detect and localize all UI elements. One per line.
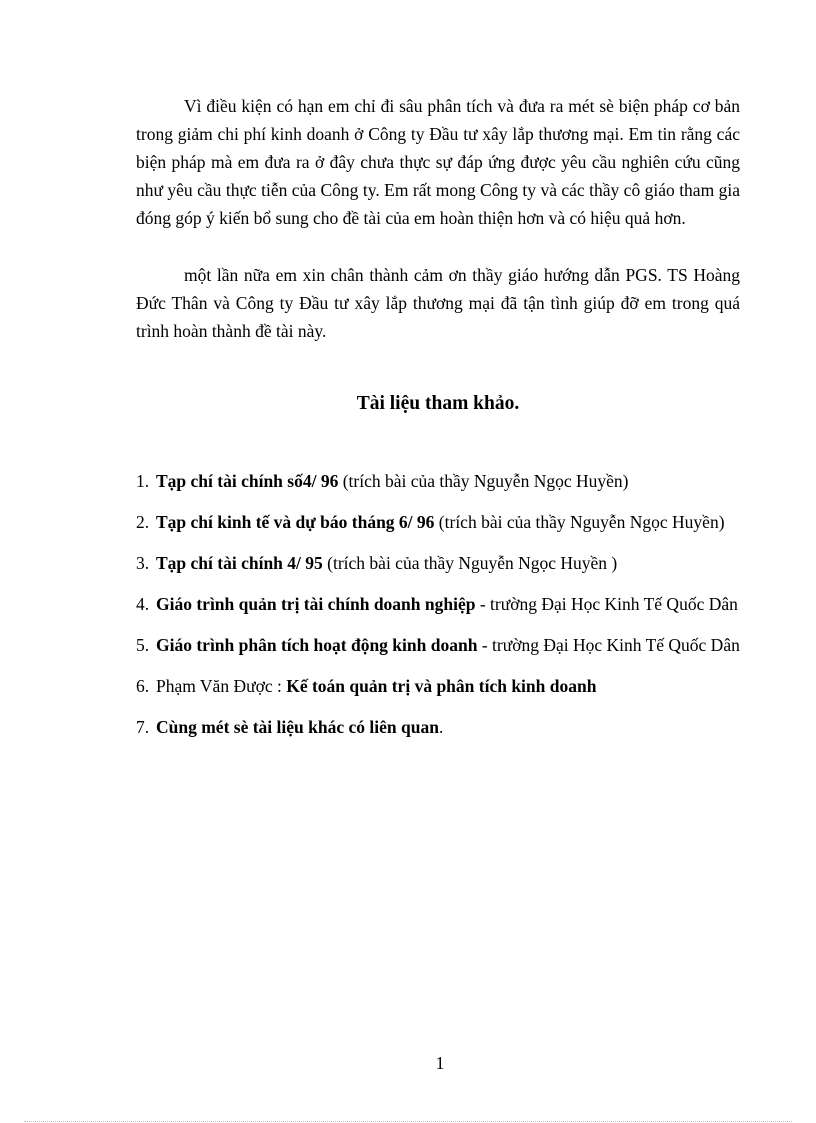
body-paragraph-thanks: một lần nữa em xin chân thành cảm ơn thầy giáo hướng dẫn PGS. TS Hoàng Đức Thân và Công ty Đầu tư xây lắp thương mại đã tận tình giúp đỡ em trong quá trình hoàn thành đề tài này. <box>136 265 740 341</box>
reference-item <box>136 589 740 620</box>
reference-title: Tạp chí kinh tế và dự báo tháng 6/ 96 <box>156 512 435 532</box>
reference-item <box>136 630 740 661</box>
reference-title: Giáo trình phân tích hoạt động kinh doanh <box>156 635 478 655</box>
reference-item <box>136 548 740 579</box>
reference-title: Giáo trình quản trị tài chính doanh nghiệp <box>156 594 476 614</box>
reference-item <box>136 671 740 702</box>
reference-details: (trích bài của thầy Nguyễn Ngọc Huyền ) <box>322 553 618 573</box>
reference-number: 7. <box>136 717 150 737</box>
reference-item <box>136 466 740 497</box>
reference-number: 5. <box>136 635 150 655</box>
reference-title: Kế toán quản trị và phân tích kinh doanh <box>286 676 597 696</box>
body-paragraph-conclusion: Vì điều kiện có hạn em chỉ đi sâu phân tích và đưa ra mét sè biện pháp cơ bản trong giảm chi phí kinh doanh ở Công ty Đầu tư xây lắp thương mại. Em tin rằng các biện pháp mà em đưa ra ở đây chưa thực sự đáp ứng được yêu cầu nghiên cứu cũng như yêu cầu thực tiễn của Công ty. Em rất mong Công ty và các thầy cô giáo tham gia đóng góp ý kiến bổ sung cho đề tài của em hoàn thiện hơn và có hiệu quả hơn. <box>136 96 740 228</box>
reference-number: 2. <box>136 512 150 532</box>
references-list <box>136 466 740 753</box>
reference-item <box>136 712 740 743</box>
reference-number: 3. <box>136 553 150 573</box>
reference-number: 1. <box>136 471 150 491</box>
reference-details: . <box>438 717 444 737</box>
reference-details: - trường Đại Học Kinh Tế Quốc Dân <box>475 594 738 614</box>
reference-item <box>136 507 740 538</box>
reference-details: (trích bài của thầy Nguyễn Ngọc Huyền) <box>434 512 725 532</box>
references-heading: Tài liệu tham khảo. <box>356 393 520 414</box>
reference-details: (trích bài của thầy Nguyễn Ngọc Huyền) <box>338 471 629 491</box>
reference-details: - trường Đại Học Kinh Tế Quốc Dân <box>477 635 740 655</box>
page-number: 1 <box>435 1053 445 1073</box>
reference-number: 4. <box>136 594 150 614</box>
reference-number: 6. <box>136 676 150 696</box>
reference-title: Tạp chí tài chính số4/ 96 <box>156 471 339 491</box>
reference-prefix: Phạm Văn Được : <box>156 676 287 696</box>
page-bottom-divider <box>24 1121 792 1122</box>
reference-title: Cùng mét sè tài liệu khác có liên quan <box>156 717 439 737</box>
reference-title: Tạp chí tài chính 4/ 95 <box>156 553 323 573</box>
